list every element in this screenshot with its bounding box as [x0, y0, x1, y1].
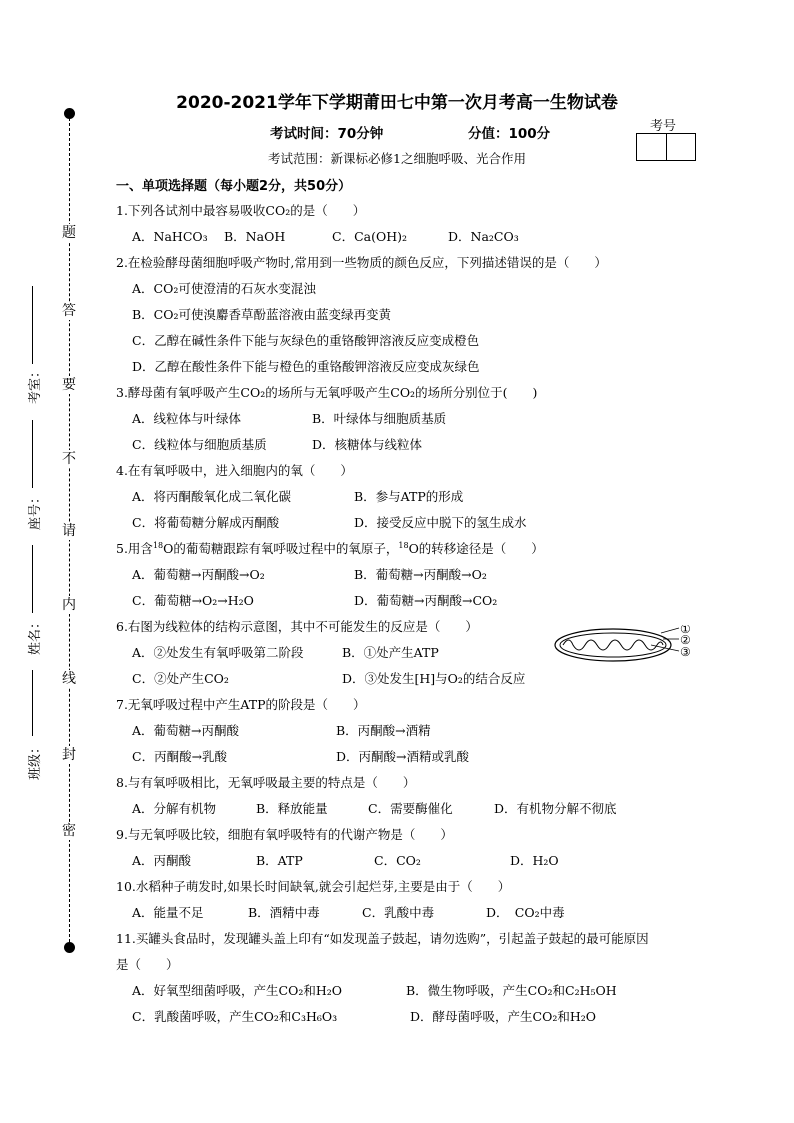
fig-label-2: ②: [680, 633, 691, 647]
label-class: 班级：: [28, 740, 43, 780]
margin-char: 线: [62, 671, 76, 687]
binding-dot-bottom: [64, 942, 75, 953]
question-4-option-b[interactable]: B．参与ATP的形成: [354, 489, 464, 504]
section-title: 一、单项选择题（每小题2分，共50分）: [116, 179, 352, 194]
exam-score: 分值：100分: [468, 126, 551, 142]
question-5-option-d[interactable]: D．葡萄糖→丙酮酸→CO₂: [354, 593, 498, 608]
exam-scope: 考试范围：新课标必修1之细胞呼吸、光合作用: [268, 151, 526, 166]
question-11-option-d[interactable]: D．酵母菌呼吸，产生CO₂和H₂O: [410, 1009, 597, 1024]
pointer-1: [661, 628, 679, 633]
fig-label-3: ③: [680, 645, 691, 659]
question-3-option-a[interactable]: A．线粒体与叶绿体: [132, 411, 242, 426]
question-5-stem: [116, 539, 544, 557]
isotope-superscript: 18: [398, 541, 409, 550]
question-2-option-d[interactable]: D．乙醇在酸性条件下能与橙色的重铬酸钾溶液反应变成灰绿色: [132, 359, 480, 374]
question-2-option-a[interactable]: A．CO₂可使澄清的石灰水变混浊: [132, 281, 316, 296]
question-7-option-d[interactable]: D．丙酮酸→酒精或乳酸: [336, 749, 469, 764]
exam-time: 考试时间：70分钟: [270, 126, 384, 142]
question-5-option-c[interactable]: C．葡萄糖→O₂→H₂O: [132, 593, 254, 608]
cristae: [563, 640, 663, 650]
question-10-option-a[interactable]: A．能量不足: [132, 905, 204, 920]
question-9-option-c[interactable]: C．CO₂: [374, 853, 421, 868]
margin-char: 要: [62, 377, 76, 393]
fill-line-class[interactable]: [32, 670, 33, 736]
question-11-stem: 11.买罐头食品时，发现罐头盖上印有“如发现盖子鼓起，请勿选购”，引起盖子鼓起的最可能原因: [116, 931, 649, 946]
question-7-option-b[interactable]: B．丙酮酸→酒精: [336, 723, 431, 738]
margin-char: 密: [62, 823, 76, 839]
margin-char: 请: [62, 523, 76, 539]
margin-char: 不: [62, 451, 76, 467]
question-4-option-c[interactable]: C．将葡萄糖分解成丙酮酸: [132, 515, 280, 530]
fig-label-1: ①: [680, 625, 691, 636]
question-11-option-c[interactable]: C．乳酸菌呼吸，产生CO₂和C₃H₆O₃: [132, 1009, 338, 1024]
question-10-option-d[interactable]: D． CO₂中毒: [486, 905, 565, 920]
question-3-option-c[interactable]: C．线粒体与细胞质基质: [132, 437, 267, 452]
q5-stem-mid: O的葡萄糖跟踪有氧呼吸过程中的氧原子，: [163, 541, 399, 556]
fill-line-name[interactable]: [32, 545, 33, 613]
question-4-stem: 4.在有氧呼吸中，进入细胞内的氧（ ）: [116, 463, 353, 478]
margin-char: 封: [62, 747, 76, 763]
question-6-option-a[interactable]: A．②处发生有氧呼吸第二阶段: [132, 645, 304, 660]
question-10-option-c[interactable]: C．乳酸中毒: [362, 905, 435, 920]
margin-char: 题: [62, 225, 76, 241]
exam-number-cell[interactable]: [666, 134, 696, 160]
question-6-option-c[interactable]: C．②处产生CO₂: [132, 671, 229, 686]
question-1-stem: 1.下列各试剂中最容易吸收CO₂的是（ ）: [116, 203, 366, 218]
question-10-option-b[interactable]: B．酒精中毒: [248, 905, 320, 920]
question-1-option-d[interactable]: D．Na₂CO₃: [448, 229, 519, 244]
question-9-option-b[interactable]: B．ATP: [256, 853, 303, 868]
mitochondrion-diagram: [551, 625, 701, 665]
question-8-option-b[interactable]: B．释放能量: [256, 801, 328, 816]
question-1-option-b[interactable]: B．NaOH: [224, 229, 286, 244]
question-10-stem: 10.水稻种子萌发时,如果长时间缺氧,就会引起烂芽,主要是由于（ ）: [116, 879, 511, 894]
outer-membrane: [555, 629, 671, 661]
question-1-option-a[interactable]: A．NaHCO₃: [132, 229, 208, 244]
question-6-option-d[interactable]: D．③处发生[H]与O₂的结合反应: [342, 671, 526, 686]
question-5-option-a[interactable]: A．葡萄糖→丙酮酸→O₂: [132, 567, 265, 582]
question-5-option-b[interactable]: B．葡萄糖→丙酮酸→O₂: [354, 567, 487, 582]
label-name: 姓名：: [28, 615, 43, 655]
question-9-stem: 9.与无氧呼吸比较，细胞有氧呼吸特有的代谢产物是（ ）: [116, 827, 453, 842]
exam-title: 2020-2021学年下学期莆田七中第一次月考高一生物试卷: [176, 93, 618, 113]
question-3-option-d[interactable]: D．核糖体与线粒体: [312, 437, 423, 452]
question-11-option-b[interactable]: B．微生物呼吸，产生CO₂和C₂H₅OH: [406, 983, 617, 998]
label-seat: 座号：: [28, 490, 43, 530]
binding-dot-top: [64, 108, 75, 119]
label-exam-room: 考室：: [28, 364, 43, 404]
question-8-option-a[interactable]: A．分解有机物: [132, 801, 217, 816]
question-2-stem: 2.在检验酵母菌细胞呼吸产物时,常用到一些物质的颜色反应，下列描述错误的是（ ）: [116, 255, 607, 270]
exam-number-cell[interactable]: [637, 134, 666, 160]
q5-stem-post: O的转移途径是（ ）: [408, 541, 544, 556]
question-8-option-c[interactable]: C．需要酶催化: [368, 801, 453, 816]
exam-number-label: 考号: [650, 119, 677, 134]
question-7-option-c[interactable]: C．丙酮酸→乳酸: [132, 749, 228, 764]
fill-line-seat[interactable]: [32, 420, 33, 488]
question-11-option-a[interactable]: A．好氧型细菌呼吸，产生CO₂和H₂O: [132, 983, 343, 998]
question-6-stem: 6.右图为线粒体的结构示意图，其中不可能发生的反应是（ ）: [116, 619, 478, 634]
fill-line-exam-room[interactable]: [32, 286, 33, 364]
question-11-stem-cont: 是（ ）: [116, 957, 179, 972]
question-7-option-a[interactable]: A．葡萄糖→丙酮酸: [132, 723, 240, 738]
question-9-option-d[interactable]: D．H₂O: [510, 853, 559, 868]
margin-char: 答: [62, 303, 76, 319]
question-2-option-c[interactable]: C．乙醇在碱性条件下能与灰绿色的重铬酸钾溶液反应变成橙色: [132, 333, 480, 348]
question-4-option-d[interactable]: D．接受反应中脱下的氢生成水: [354, 515, 527, 530]
question-1-option-c[interactable]: C．Ca(OH)₂: [332, 229, 407, 244]
inner-membrane: [560, 633, 666, 657]
isotope-superscript: 18: [152, 541, 164, 550]
exam-number-box[interactable]: [636, 133, 696, 161]
q5-stem-pre: 5.用含: [116, 541, 153, 556]
question-6-option-b[interactable]: B．①处产生ATP: [342, 645, 439, 660]
question-2-option-b[interactable]: B．CO₂可使溴麝香草酚蓝溶液由蓝变绿再变黄: [132, 307, 392, 322]
margin-char: 内: [62, 597, 76, 613]
question-8-stem: 8.与有氧呼吸相比，无氧呼吸最主要的特点是（ ）: [116, 775, 416, 790]
question-8-option-d[interactable]: D．有机物分解不彻底: [494, 801, 617, 816]
question-3-option-b[interactable]: B．叶绿体与细胞质基质: [312, 411, 447, 426]
question-9-option-a[interactable]: A．丙酮酸: [132, 853, 192, 868]
question-4-option-a[interactable]: A．将丙酮酸氧化成二氧化碳: [132, 489, 292, 504]
question-7-stem: 7.无氧呼吸过程中产生ATP的阶段是（ ）: [116, 697, 366, 712]
question-3-stem: 3.酵母菌有氧呼吸产生CO₂的场所与无氧呼吸产生CO₂的场所分别位于( ): [116, 385, 538, 400]
